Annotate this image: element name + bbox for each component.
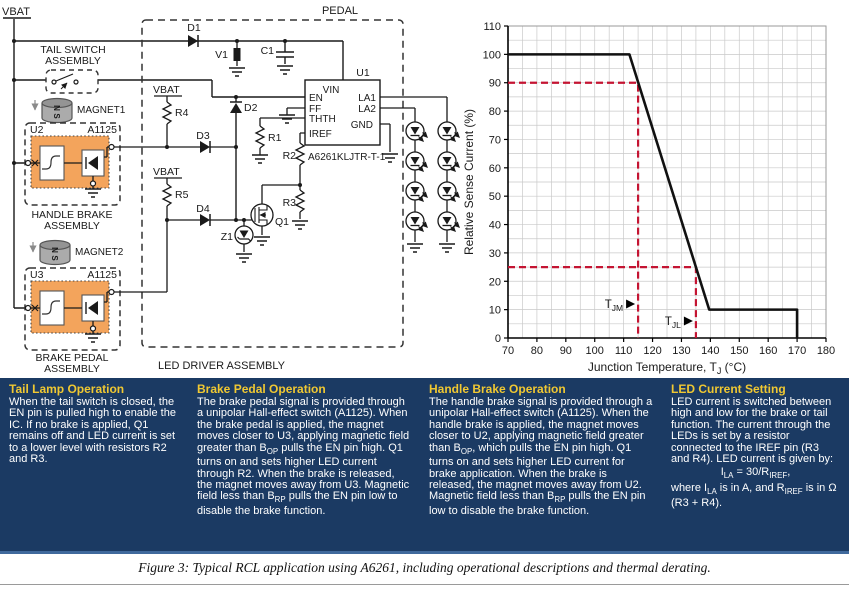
y-tick-label: 110	[483, 21, 501, 33]
z1-label: Z1	[220, 231, 233, 243]
c1-label: C1	[260, 45, 274, 57]
magnet-s: S	[50, 255, 59, 261]
info-box-heading: Handle Brake Operation	[429, 383, 566, 396]
junction-dot	[12, 161, 16, 165]
d1-label: D1	[187, 22, 201, 34]
junction-dot	[12, 78, 16, 82]
annotation-arrow-icon	[626, 299, 635, 308]
y-tick-label: 20	[488, 276, 501, 289]
x-tick-label: 180	[816, 345, 836, 357]
circuit-schematic	[0, 0, 460, 378]
r3-label: R3	[282, 197, 296, 209]
pin-ff: FF	[309, 104, 322, 115]
d2-label: D2	[244, 102, 258, 114]
thermal-derating-chart	[460, 0, 849, 378]
info-box-body: The brake pedal signal is provided through a unipolar Hall-effect switch (A1125). When the brake pedal is applied, the magnet moves closer to U3, applying magnetic field greater than $B_{OP}$ pulls the EN pin high. Q1 turns on and sets higher LED current through R2. When the brake is released, the magnet moves away from U3. Magnetic field less than $B_{RP}$ pulls the EN pin low to disable the brake function.	[197, 396, 410, 518]
info-box-body: LED current is switched between high and low for the brake or tail function. The current through the LEDs is set by a resistor connected to the IREF pin (R3 and R4). LED current is given by: $I_{LA} = 30/R_{IREF}$, where $I_{LA}$ is in A, and $R_{IREF}$ is in Ω (R3 + R4).	[671, 397, 840, 509]
info-box-body: When the tail switch is closed, the EN pin is pulled high to enable the IC. If no brake is applied, Q1 remains off and LED current is set to a lower level with resistors R2 and R3.	[9, 396, 176, 466]
info-box	[420, 383, 662, 551]
r2-label: R2	[282, 150, 296, 162]
resistor-r5	[153, 166, 189, 220]
y-axis-title: Relative Sense Current (%)	[462, 108, 476, 256]
u1-label: U1	[356, 67, 370, 79]
resistor-r4	[153, 84, 189, 147]
subscript: IREF	[784, 487, 803, 497]
hall-sensor-u2	[25, 123, 167, 205]
magnet2-label: MAGNET2	[75, 247, 124, 258]
magnet2	[33, 241, 124, 265]
pin-iref: IREF	[309, 129, 332, 140]
y-tick-label: 90	[488, 77, 501, 90]
u2-label: U2	[30, 124, 44, 136]
pedal-label: PEDAL	[321, 5, 359, 17]
magnet-n: N	[50, 247, 59, 253]
pin-vin: VIN	[322, 85, 340, 96]
pin-gnd: GND	[350, 120, 373, 131]
brake-pedal-label: BRAKE PEDAL	[35, 352, 109, 364]
diode-d4	[165, 203, 236, 226]
diode-d2	[230, 95, 258, 147]
y-tick-label: 40	[488, 219, 501, 232]
q1-label: Q1	[275, 216, 290, 228]
handle-brake-label: HANDLE BRAKE	[31, 209, 113, 221]
info-box-body: The handle brake signal is provided through a unipolar Hall-effect switch (A1125). When the handle brake is applied, the magnet moves closer to U2, applying magnetic field greater than $B_{OP}$, which pulls the EN pin high. Q1 turns on and sets higher LED current for brake application. When the brake is released, the magnet moves away from U2. Magnetic field less than $B_{RP}$ pulls the EN pin low to disable the brake function.	[429, 396, 653, 518]
v1-label: V1	[215, 49, 228, 61]
magnet-s: S	[52, 113, 61, 119]
x-axis-title: Junction Temperature, $T_J$ (°C)	[587, 360, 747, 376]
figure-caption: Figure 3: Typical RCL application using A6261, including operational descriptions and thermal derating.	[138, 560, 711, 575]
hall-sensor-u3	[25, 220, 167, 350]
tail-switch-label: TAIL SWITCH	[40, 44, 106, 56]
x-tick-label: 100	[585, 345, 604, 357]
y-tick-label: 30	[488, 247, 501, 260]
x-tick-label: 140	[701, 345, 720, 357]
info-box	[0, 383, 188, 551]
x-tick-label: 70	[501, 345, 515, 357]
capacitor-c1	[261, 39, 294, 74]
x-tick-label: 110	[614, 345, 633, 357]
magnet-n: N	[52, 105, 61, 111]
annotation-label: $T_{JL}$	[664, 315, 681, 330]
x-tick-label: 80	[530, 345, 544, 357]
r1-label: R1	[268, 132, 282, 144]
r5-label: R5	[175, 189, 189, 201]
pin-la2: LA2	[358, 104, 376, 115]
info-box-heading: LED Current Setting	[671, 383, 786, 396]
x-tick-label: 150	[730, 345, 749, 357]
subscript: OP	[266, 446, 279, 456]
x-tick-label: 90	[559, 345, 572, 357]
info-box-heading: Tail Lamp Operation	[9, 383, 125, 396]
annotation-label: $T_{JM}$	[604, 298, 624, 313]
y-tick-label: 10	[488, 304, 501, 317]
varistor-v1	[215, 39, 245, 76]
info-box-heading: Brake Pedal Operation	[197, 383, 326, 396]
resistor-r2	[283, 133, 305, 185]
y-tick-label: 50	[488, 191, 501, 204]
pin-thth: THTH	[309, 114, 336, 125]
schematic-svg	[0, 0, 460, 378]
y-tick-label: 80	[488, 106, 501, 119]
u3-label: U3	[30, 269, 44, 281]
subscript: RP	[554, 495, 566, 505]
u3-part-label: A1125	[87, 269, 117, 281]
info-box	[188, 383, 420, 551]
ff-ground	[279, 108, 305, 123]
y-tick-label: 0	[494, 333, 501, 345]
info-box	[662, 383, 849, 551]
pin-la1: LA1	[358, 93, 376, 104]
resistor-r1	[252, 118, 305, 163]
magnet1-label: MAGNET1	[77, 105, 126, 116]
chart-svg	[460, 0, 849, 378]
subscript: IREF	[769, 471, 788, 481]
x-tick-label: 120	[643, 345, 662, 357]
page-divider	[0, 584, 849, 585]
x-tick-label: 170	[787, 345, 807, 357]
subscript: RP	[274, 495, 286, 505]
u2-part-label: A1125	[87, 124, 117, 136]
ic-u1	[305, 67, 386, 163]
handle-brake-label2: ASSEMBLY	[44, 220, 100, 232]
y-tick-label: 60	[488, 162, 501, 175]
led-driver-assembly-label: LED DRIVER ASSEMBLY	[158, 360, 285, 372]
vbat-label: VBAT	[2, 6, 30, 18]
junction-dot	[12, 39, 16, 43]
tail-switch-assembly	[40, 44, 105, 93]
subscript: LA	[707, 487, 717, 497]
vbat-r5-label: VBAT	[153, 166, 180, 178]
operation-description-band	[0, 378, 849, 554]
vbat-r4-label: VBAT	[153, 84, 180, 96]
subscript: LA	[723, 471, 734, 481]
y-tick-label: 70	[488, 134, 501, 147]
magnet1	[35, 99, 126, 123]
x-tick-label: 130	[672, 345, 691, 357]
subscript: OP	[460, 446, 473, 456]
brake-pedal-label2: ASSEMBLY	[44, 363, 100, 375]
r4-label: R4	[175, 107, 189, 119]
tail-switch-label2: ASSEMBLY	[45, 55, 101, 67]
diode-d3	[165, 130, 236, 153]
formula: $I_{LA} = 30/R_{IREF}$,	[720, 466, 791, 481]
y-tick-label: 100	[482, 49, 501, 62]
pin-en: EN	[309, 93, 323, 104]
switch-icon	[52, 74, 78, 89]
x-tick-label: 160	[759, 345, 778, 357]
d3-label: D3	[196, 130, 210, 142]
part-number: A6261KLJTR-T-1	[308, 152, 386, 163]
diode-d1	[187, 22, 201, 47]
d4-label: D4	[196, 203, 210, 215]
zener-z1	[221, 218, 253, 262]
